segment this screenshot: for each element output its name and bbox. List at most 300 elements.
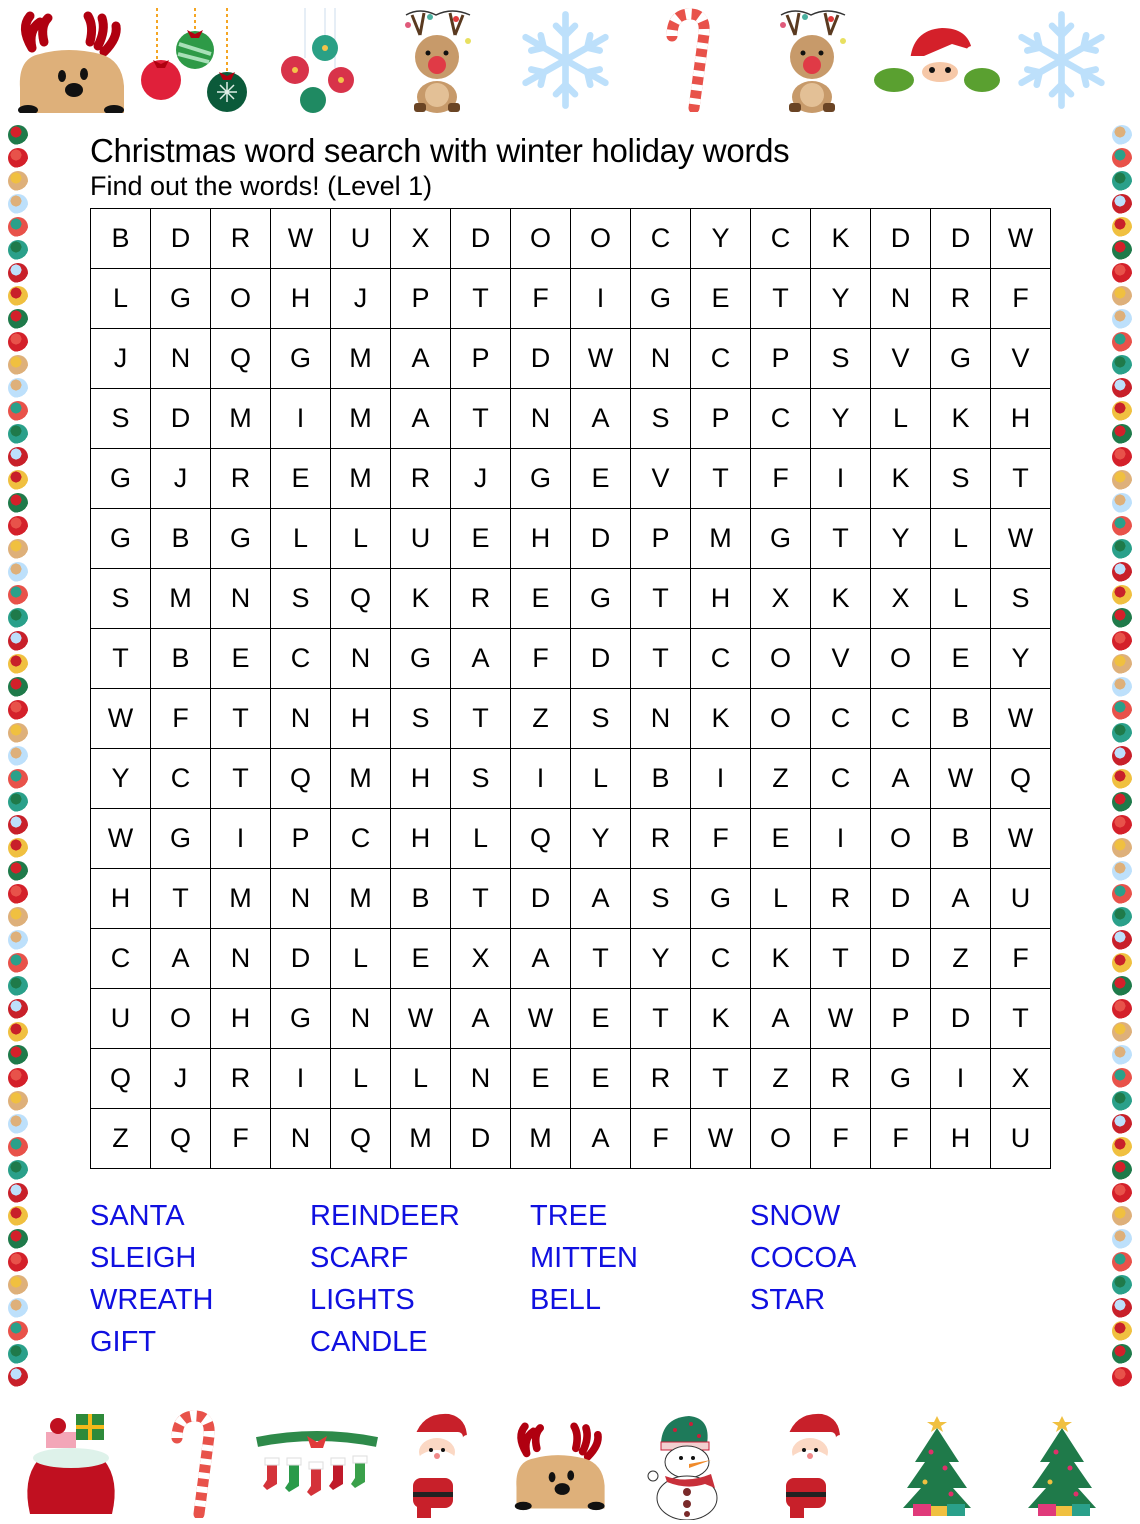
grid-cell[interactable]: I <box>271 1049 331 1109</box>
grid-cell[interactable]: K <box>691 989 751 1049</box>
grid-cell[interactable]: F <box>991 929 1051 989</box>
grid-cell[interactable]: W <box>91 689 151 749</box>
grid-cell[interactable]: C <box>271 629 331 689</box>
grid-cell[interactable]: D <box>931 209 991 269</box>
grid-cell[interactable]: G <box>691 869 751 929</box>
grid-cell[interactable]: E <box>451 509 511 569</box>
grid-cell[interactable]: L <box>931 509 991 569</box>
grid-cell[interactable]: T <box>631 989 691 1049</box>
grid-cell[interactable]: R <box>631 809 691 869</box>
grid-cell[interactable]: S <box>271 569 331 629</box>
grid-cell[interactable]: Q <box>991 749 1051 809</box>
grid-cell[interactable]: W <box>931 749 991 809</box>
grid-cell[interactable]: B <box>931 689 991 749</box>
grid-cell[interactable]: S <box>91 389 151 449</box>
grid-cell[interactable]: X <box>871 569 931 629</box>
grid-cell[interactable]: U <box>991 869 1051 929</box>
grid-cell[interactable]: T <box>991 989 1051 1049</box>
grid-cell[interactable]: V <box>991 329 1051 389</box>
grid-cell[interactable]: F <box>211 1109 271 1169</box>
grid-cell[interactable]: G <box>931 329 991 389</box>
word-list-item: COCOA <box>750 1242 857 1274</box>
grid-cell[interactable]: A <box>571 389 631 449</box>
grid-cell[interactable]: O <box>871 629 931 689</box>
grid-cell[interactable]: M <box>331 449 391 509</box>
grid-cell[interactable]: D <box>871 929 931 989</box>
grid-cell[interactable]: Q <box>331 569 391 629</box>
grid-cell[interactable]: B <box>631 749 691 809</box>
grid-cell[interactable]: O <box>571 209 631 269</box>
grid-cell[interactable]: H <box>391 809 451 869</box>
mini-ornament-icon <box>8 746 28 766</box>
grid-cell[interactable]: O <box>751 689 811 749</box>
grid-cell[interactable]: C <box>691 329 751 389</box>
grid-cell[interactable]: W <box>91 809 151 869</box>
grid-cell[interactable]: C <box>691 629 751 689</box>
grid-cell[interactable]: M <box>331 749 391 809</box>
grid-cell[interactable]: I <box>811 809 871 869</box>
grid-cell[interactable]: E <box>571 1049 631 1109</box>
grid-cell[interactable]: Q <box>91 1049 151 1109</box>
grid-cell[interactable]: U <box>331 209 391 269</box>
grid-cell[interactable]: F <box>151 689 211 749</box>
grid-cell[interactable]: F <box>631 1109 691 1169</box>
grid-cell[interactable]: T <box>691 1049 751 1109</box>
word-list-item: WREATH <box>90 1284 214 1316</box>
grid-cell[interactable]: W <box>271 209 331 269</box>
grid-cell[interactable]: X <box>991 1049 1051 1109</box>
grid-cell[interactable]: W <box>991 809 1051 869</box>
grid-cell[interactable]: Z <box>511 689 571 749</box>
grid-cell[interactable]: S <box>991 569 1051 629</box>
grid-cell[interactable]: D <box>451 1109 511 1169</box>
grid-cell[interactable]: A <box>931 869 991 929</box>
mini-ornament-icon <box>8 1114 28 1134</box>
grid-cell[interactable]: P <box>271 809 331 869</box>
grid-cell[interactable]: C <box>751 209 811 269</box>
bottom-decoration-row <box>0 1402 1140 1524</box>
grid-cell[interactable]: I <box>931 1049 991 1109</box>
grid-cell[interactable]: C <box>811 749 871 809</box>
grid-cell[interactable]: A <box>451 989 511 1049</box>
grid-cell[interactable]: E <box>511 569 571 629</box>
mini-ornament-icon <box>8 562 28 582</box>
grid-cell[interactable]: I <box>571 269 631 329</box>
grid-cell[interactable]: H <box>691 569 751 629</box>
grid-cell[interactable]: M <box>511 1109 571 1169</box>
grid-cell[interactable]: C <box>151 749 211 809</box>
grid-cell[interactable]: W <box>571 329 631 389</box>
grid-cell[interactable]: Y <box>91 749 151 809</box>
grid-cell[interactable]: F <box>751 449 811 509</box>
grid-cell[interactable]: A <box>871 749 931 809</box>
mini-ornament-icon <box>1112 194 1132 214</box>
grid-cell[interactable]: D <box>571 629 631 689</box>
grid-cell[interactable]: Z <box>91 1109 151 1169</box>
grid-cell[interactable]: R <box>451 569 511 629</box>
grid-cell[interactable]: K <box>391 569 451 629</box>
mini-ornament-icon <box>1112 677 1132 697</box>
mini-ornament-icon <box>8 1275 28 1295</box>
mini-ornament-icon <box>1112 953 1132 973</box>
grid-cell[interactable]: N <box>271 1109 331 1169</box>
grid-cell[interactable]: D <box>511 869 571 929</box>
word-list <box>90 1196 970 1364</box>
grid-cell[interactable]: A <box>751 989 811 1049</box>
grid-cell[interactable]: B <box>151 509 211 569</box>
grid-cell[interactable]: G <box>151 269 211 329</box>
grid-cell[interactable]: K <box>811 569 871 629</box>
grid-cell[interactable]: M <box>211 869 271 929</box>
grid-cell[interactable]: T <box>991 449 1051 509</box>
grid-cell[interactable]: W <box>991 209 1051 269</box>
grid-cell[interactable]: S <box>451 749 511 809</box>
grid-cell[interactable]: E <box>751 809 811 869</box>
grid-cell[interactable]: A <box>451 629 511 689</box>
grid-cell[interactable]: D <box>151 209 211 269</box>
grid-cell[interactable]: L <box>871 389 931 449</box>
grid-cell[interactable]: N <box>151 329 211 389</box>
grid-cell[interactable]: M <box>691 509 751 569</box>
mini-ornament-icon <box>1112 470 1132 490</box>
mini-ornament-icon <box>1112 654 1132 674</box>
grid-cell[interactable]: J <box>451 449 511 509</box>
grid-cell[interactable]: T <box>451 689 511 749</box>
word-search-grid <box>90 208 1051 1169</box>
grid-cell[interactable]: B <box>91 209 151 269</box>
grid-cell[interactable]: S <box>91 569 151 629</box>
grid-cell[interactable]: W <box>511 989 571 1049</box>
grid-cell[interactable]: D <box>511 329 571 389</box>
grid-cell[interactable]: G <box>91 509 151 569</box>
grid-cell[interactable]: T <box>91 629 151 689</box>
santa-corner-icon <box>405 1410 473 1518</box>
grid-cell[interactable]: R <box>211 449 271 509</box>
grid-cell[interactable]: M <box>331 329 391 389</box>
grid-cell[interactable]: O <box>511 209 571 269</box>
grid-cell[interactable]: Y <box>571 809 631 869</box>
mini-ornament-icon <box>1112 1252 1132 1272</box>
grid-cell[interactable]: J <box>91 329 151 389</box>
grid-cell[interactable]: E <box>571 449 631 509</box>
grid-cell[interactable]: O <box>751 629 811 689</box>
grid-cell[interactable]: T <box>631 569 691 629</box>
grid-cell[interactable]: K <box>811 209 871 269</box>
mini-ornament-icon <box>1112 263 1132 283</box>
grid-cell[interactable]: V <box>871 329 931 389</box>
grid-cell[interactable]: T <box>151 869 211 929</box>
grid-cell[interactable]: T <box>751 269 811 329</box>
grid-cell[interactable]: T <box>451 869 511 929</box>
grid-cell[interactable]: W <box>811 989 871 1049</box>
grid-cell[interactable]: D <box>571 509 631 569</box>
grid-cell[interactable]: H <box>91 869 151 929</box>
grid-cell[interactable]: H <box>931 1109 991 1169</box>
grid-cell[interactable]: N <box>631 329 691 389</box>
grid-cell[interactable]: H <box>991 389 1051 449</box>
grid-cell[interactable]: C <box>811 689 871 749</box>
grid-cell[interactable]: Y <box>811 389 871 449</box>
grid-cell[interactable]: D <box>931 989 991 1049</box>
grid-cell[interactable]: P <box>631 509 691 569</box>
grid-cell[interactable]: M <box>211 389 271 449</box>
mini-ornament-icon <box>8 470 28 490</box>
grid-cell[interactable]: L <box>331 509 391 569</box>
grid-cell[interactable]: A <box>391 329 451 389</box>
grid-cell[interactable]: G <box>151 809 211 869</box>
grid-cell[interactable]: S <box>391 689 451 749</box>
grid-cell[interactable]: C <box>631 209 691 269</box>
snowman-icon <box>645 1410 730 1520</box>
grid-cell[interactable]: J <box>151 449 211 509</box>
grid-cell[interactable]: W <box>691 1109 751 1169</box>
mini-ornament-icon <box>8 838 28 858</box>
grid-cell[interactable]: S <box>631 389 691 449</box>
mini-ornament-icon <box>8 815 28 835</box>
grid-cell[interactable]: N <box>211 569 271 629</box>
grid-cell[interactable]: F <box>811 1109 871 1169</box>
grid-cell[interactable]: J <box>151 1049 211 1109</box>
grid-cell[interactable]: I <box>211 809 271 869</box>
grid-cell[interactable]: R <box>811 869 871 929</box>
grid-cell[interactable]: B <box>391 869 451 929</box>
grid-cell[interactable]: N <box>211 929 271 989</box>
grid-cell[interactable]: M <box>331 869 391 929</box>
grid-cell[interactable]: G <box>751 509 811 569</box>
grid-cell[interactable]: N <box>871 269 931 329</box>
grid-cell[interactable]: E <box>271 449 331 509</box>
mini-ornament-icon <box>8 539 28 559</box>
grid-cell[interactable]: F <box>991 269 1051 329</box>
grid-cell[interactable]: H <box>511 509 571 569</box>
grid-cell[interactable]: W <box>991 689 1051 749</box>
grid-cell[interactable]: J <box>331 269 391 329</box>
right-border-strip <box>1106 125 1138 1400</box>
grid-cell[interactable]: T <box>211 689 271 749</box>
grid-cell[interactable]: U <box>391 509 451 569</box>
grid-cell[interactable]: A <box>151 929 211 989</box>
grid-cell[interactable]: G <box>511 449 571 509</box>
mini-ornament-icon <box>1112 125 1132 145</box>
grid-cell[interactable]: T <box>691 449 751 509</box>
mini-ornament-icon <box>8 1068 28 1088</box>
mini-ornament-icon <box>8 700 28 720</box>
grid-cell[interactable]: H <box>391 749 451 809</box>
grid-cell[interactable]: C <box>751 389 811 449</box>
grid-cell[interactable]: M <box>151 569 211 629</box>
grid-cell[interactable]: Z <box>751 749 811 809</box>
grid-cell[interactable]: Q <box>271 749 331 809</box>
grid-cell[interactable]: Q <box>331 1109 391 1169</box>
grid-cell[interactable]: R <box>211 1049 271 1109</box>
grid-cell[interactable]: G <box>391 629 451 689</box>
grid-cell[interactable]: G <box>271 329 331 389</box>
grid-cell[interactable]: Z <box>751 1049 811 1109</box>
grid-cell[interactable]: F <box>511 629 571 689</box>
grid-cell[interactable]: L <box>271 509 331 569</box>
grid-cell[interactable]: N <box>331 629 391 689</box>
grid-cell[interactable]: X <box>451 929 511 989</box>
grid-cell[interactable]: L <box>451 809 511 869</box>
grid-cell[interactable]: X <box>391 209 451 269</box>
grid-cell[interactable]: R <box>931 269 991 329</box>
grid-cell[interactable]: E <box>391 929 451 989</box>
mini-ornament-icon <box>8 217 28 237</box>
grid-cell[interactable]: N <box>451 1049 511 1109</box>
grid-cell[interactable]: D <box>151 389 211 449</box>
grid-cell[interactable]: Y <box>811 269 871 329</box>
grid-cell[interactable]: R <box>811 1049 871 1109</box>
mini-ornament-icon <box>8 631 28 651</box>
grid-cell[interactable]: Z <box>931 929 991 989</box>
grid-cell[interactable]: G <box>631 269 691 329</box>
grid-cell[interactable]: L <box>331 929 391 989</box>
grid-cell[interactable]: M <box>391 1109 451 1169</box>
grid-cell[interactable]: C <box>871 689 931 749</box>
grid-cell[interactable]: C <box>691 929 751 989</box>
grid-cell[interactable]: V <box>811 629 871 689</box>
grid-cell[interactable]: X <box>751 569 811 629</box>
grid-cell[interactable]: L <box>751 869 811 929</box>
grid-cell[interactable]: L <box>571 749 631 809</box>
grid-cell[interactable]: D <box>451 209 511 269</box>
grid-cell[interactable]: U <box>991 1109 1051 1169</box>
grid-cell[interactable]: H <box>271 269 331 329</box>
grid-cell[interactable]: N <box>271 689 331 749</box>
mini-ornament-icon <box>8 1298 28 1318</box>
grid-cell[interactable]: Y <box>991 629 1051 689</box>
grid-cell[interactable]: P <box>751 329 811 389</box>
mini-ornament-icon <box>8 608 28 628</box>
mini-ornament-icon <box>1112 1321 1132 1341</box>
grid-cell[interactable]: L <box>931 569 991 629</box>
grid-cell[interactable]: Q <box>151 1109 211 1169</box>
santa-corner-icon <box>778 1410 846 1518</box>
grid-cell[interactable]: P <box>451 329 511 389</box>
mini-ornament-icon <box>8 1183 28 1203</box>
grid-cell[interactable]: W <box>991 509 1051 569</box>
grid-cell[interactable]: S <box>571 689 631 749</box>
grid-cell[interactable]: O <box>211 269 271 329</box>
grid-cell[interactable]: E <box>211 629 271 689</box>
grid-cell[interactable]: G <box>871 1049 931 1109</box>
grid-cell[interactable]: D <box>871 869 931 929</box>
grid-cell[interactable]: N <box>331 989 391 1049</box>
grid-cell[interactable]: R <box>391 449 451 509</box>
grid-cell[interactable]: K <box>751 929 811 989</box>
mini-ornament-icon <box>1112 424 1132 444</box>
mini-ornament-icon <box>8 194 28 214</box>
grid-cell[interactable]: L <box>91 269 151 329</box>
grid-cell[interactable]: R <box>211 209 271 269</box>
grid-cell[interactable]: C <box>331 809 391 869</box>
grid-cell[interactable]: O <box>151 989 211 1049</box>
grid-cell[interactable]: Y <box>691 209 751 269</box>
grid-cell[interactable]: E <box>691 269 751 329</box>
grid-cell[interactable]: I <box>691 749 751 809</box>
grid-cell[interactable]: D <box>271 929 331 989</box>
grid-cell[interactable]: Y <box>871 509 931 569</box>
grid-cell[interactable]: I <box>511 749 571 809</box>
grid-cell[interactable]: T <box>211 749 271 809</box>
grid-cell[interactable]: A <box>571 869 631 929</box>
grid-cell[interactable]: T <box>811 929 871 989</box>
grid-cell[interactable]: N <box>631 689 691 749</box>
mini-ornament-icon <box>8 585 28 605</box>
grid-cell[interactable]: B <box>151 629 211 689</box>
grid-cell[interactable]: E <box>511 1049 571 1109</box>
grid-cell[interactable]: H <box>331 689 391 749</box>
grid-cell[interactable]: A <box>511 929 571 989</box>
grid-cell[interactable]: T <box>451 389 511 449</box>
grid-cell[interactable]: S <box>931 449 991 509</box>
grid-cell[interactable]: Y <box>631 929 691 989</box>
mini-ornament-icon <box>8 953 28 973</box>
grid-cell[interactable]: F <box>511 269 571 329</box>
grid-cell[interactable]: M <box>331 389 391 449</box>
mini-ornament-icon <box>1112 1229 1132 1249</box>
grid-cell[interactable]: B <box>931 809 991 869</box>
grid-cell[interactable]: T <box>451 269 511 329</box>
grid-cell[interactable]: N <box>511 389 571 449</box>
grid-cell[interactable]: C <box>91 929 151 989</box>
grid-cell[interactable]: Q <box>211 329 271 389</box>
grid-cell[interactable]: O <box>871 809 931 869</box>
grid-cell[interactable]: S <box>811 329 871 389</box>
grid-cell[interactable]: H <box>211 989 271 1049</box>
grid-cell[interactable]: T <box>631 629 691 689</box>
grid-cell[interactable]: E <box>571 989 631 1049</box>
grid-cell[interactable]: K <box>871 449 931 509</box>
word-list-empty-slot <box>750 1322 970 1364</box>
word-list-item: SNOW <box>750 1200 841 1232</box>
grid-cell[interactable]: A <box>571 1109 631 1169</box>
grid-cell[interactable]: O <box>751 1109 811 1169</box>
grid-cell[interactable]: K <box>691 689 751 749</box>
grid-cell[interactable]: F <box>691 809 751 869</box>
grid-cell[interactable]: L <box>391 1049 451 1109</box>
grid-cell[interactable]: E <box>931 629 991 689</box>
grid-cell[interactable]: U <box>91 989 151 1049</box>
grid-cell[interactable]: K <box>931 389 991 449</box>
grid-cell[interactable]: R <box>631 1049 691 1109</box>
mini-ornament-icon <box>1112 769 1132 789</box>
grid-cell[interactable]: I <box>271 389 331 449</box>
grid-cell[interactable]: S <box>631 869 691 929</box>
grid-cell[interactable]: P <box>691 389 751 449</box>
grid-cell[interactable]: I <box>811 449 871 509</box>
grid-cell[interactable]: G <box>91 449 151 509</box>
mini-ornament-icon <box>8 1091 28 1111</box>
grid-cell[interactable]: P <box>391 269 451 329</box>
grid-cell[interactable]: T <box>571 929 631 989</box>
grid-cell[interactable]: G <box>271 989 331 1049</box>
grid-cell[interactable]: N <box>271 869 331 929</box>
grid-cell[interactable]: Q <box>511 809 571 869</box>
grid-cell[interactable]: G <box>211 509 271 569</box>
grid-cell[interactable]: D <box>871 209 931 269</box>
grid-cell[interactable]: G <box>571 569 631 629</box>
grid-cell[interactable]: P <box>871 989 931 1049</box>
grid-cell[interactable]: L <box>331 1049 391 1109</box>
mini-ornament-icon <box>1112 907 1132 927</box>
grid-cell[interactable]: T <box>811 509 871 569</box>
grid-cell[interactable]: W <box>391 989 451 1049</box>
grid-cell[interactable]: F <box>871 1109 931 1169</box>
grid-cell[interactable]: A <box>391 389 451 449</box>
grid-cell[interactable]: V <box>631 449 691 509</box>
mini-ornament-icon <box>8 263 28 283</box>
